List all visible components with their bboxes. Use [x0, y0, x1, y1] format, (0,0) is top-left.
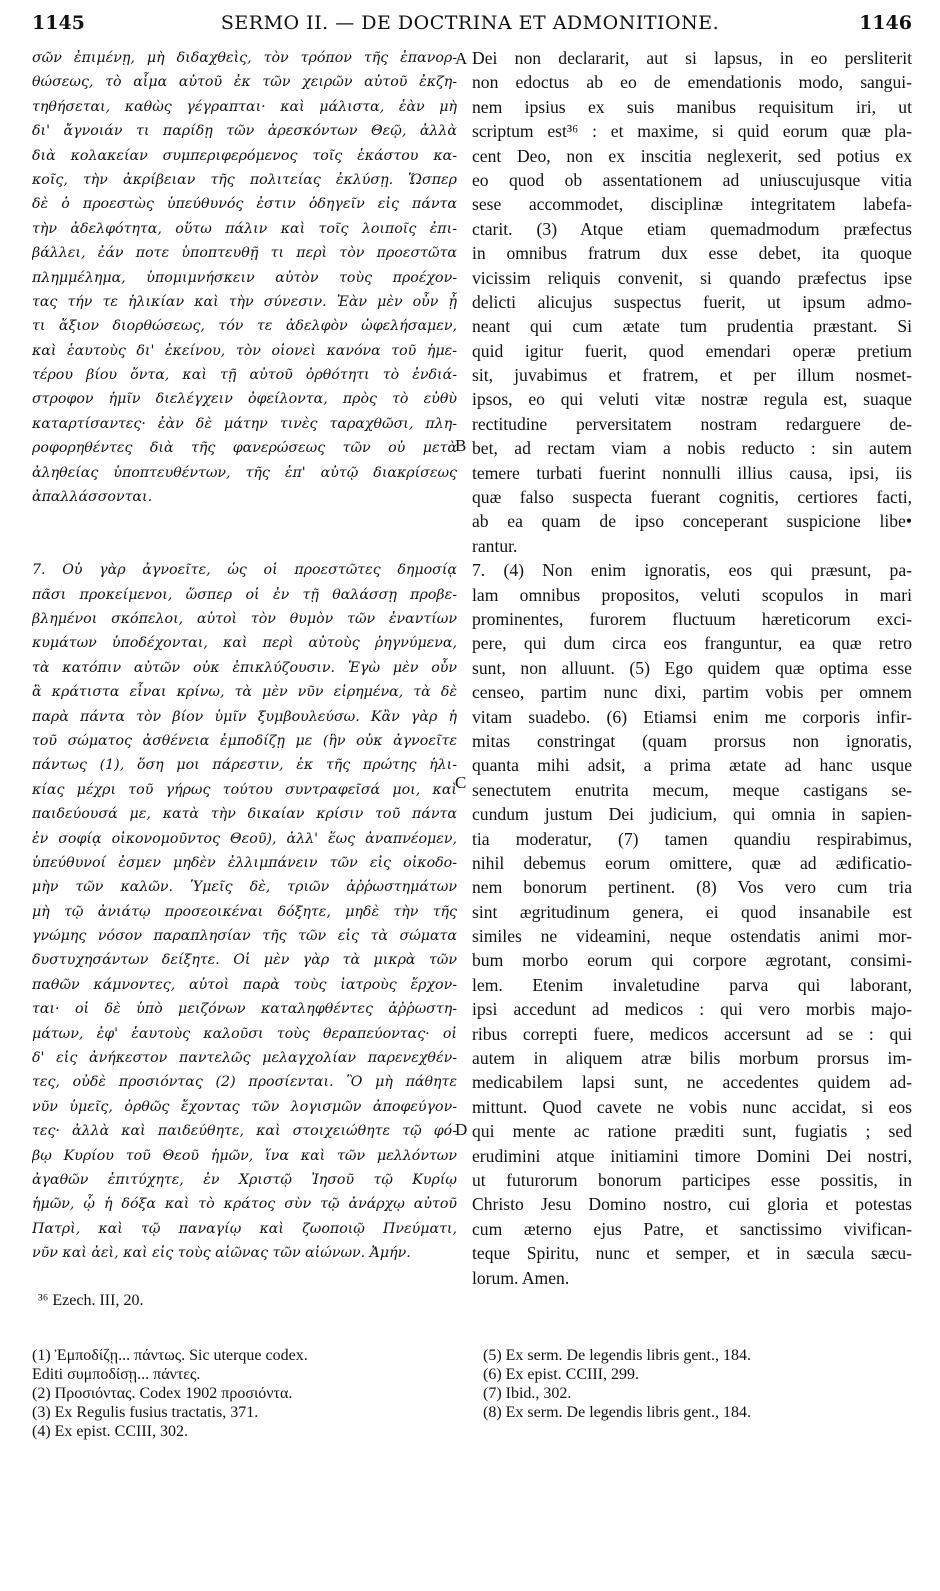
greek-text-line: ἀγαθῶν ἐπιτύχητε, ἐν Χριστῷ Ἰησοῦ τῷ Κυρίῳ: [32, 1171, 457, 1188]
latin-text-line: ctarit. (3) Atque etiam quemadmodum præfectus: [472, 218, 912, 239]
latin-text-line: nem ipsius ex suis manibus requisitum iri, ut: [472, 96, 912, 117]
running-title: SERMO II. — DE DOCTRINA ET ADMONITIONE.: [220, 12, 720, 34]
notes-left: [32, 1346, 442, 1441]
latin-text-line: vitam suadebo. (6) Etiamsi enim me corporis infir-: [472, 706, 912, 727]
latin-text-line: 7. (4) Non enim ignoratis, eos qui præsunt, pa-: [472, 560, 912, 581]
footnote-line: (1) Ἐμποδίζῃ... πάντως. Sic uterque codex.: [32, 1347, 308, 1364]
latin-text-line: quid igitur fuerit, quod emendari operæ pretium: [472, 340, 912, 361]
greek-text-line: 7. Οὐ γὰρ ἀγνοεῖτε, ὡς οἱ προεστῶτες δημοσίᾳ: [32, 562, 457, 579]
greek-text-line: τες, οὐδὲ προσιόντας (2) προσίενται. Ὃ μὴ πάθητε: [32, 1074, 457, 1091]
greek-text-line: τοῦ σώματος ἀσθένεια ἐμποδίζῃ με (ἣν οὐκ ἀγνοεῖτε: [32, 732, 457, 749]
latin-text-line: senectutem enutrita mecum, meque castigans se-: [472, 779, 912, 800]
greek-text-line: νῦν ὑμεῖς, ὀρθῶς ἔχοντας τῶν λογισμῶν ἀποφεύγον-: [32, 1098, 457, 1115]
latin-text-line: ut futurorum bonorum participes esse possitis, in: [472, 1169, 912, 1190]
latin-text-line: lem. Etenim invaletudine parva qui laborant,: [472, 974, 912, 995]
greek-text-line: παθῶν κάμνοντες, αὐτοὶ παρὰ τοὺς ἰατροὺς ἔρχον-: [32, 976, 457, 993]
latin-text-line: scriptum est³⁶ : et maxime, si quid eorum quæ pla-: [472, 121, 912, 142]
latin-text-line: bet, ad rectam viam a nobis reducto : sin autem: [472, 438, 912, 459]
greek-text-line: δι' ἄγνοιάν τι παρίδῃ τῶν ἀρεσκόντων Θεῷ, ἀλλὰ: [32, 123, 457, 140]
running-header: [0, 8, 940, 38]
greek-text-line: τὴν ἀδελφότητα, οὕτω πάλιν καὶ τοῖς λοιποῖς ἐπι-: [32, 220, 457, 237]
latin-text-line: teque Spiritu, nunc et semper, et in sæcula sæcu-: [472, 1243, 912, 1264]
footnote-line: (5) Ex serm. De legendis libris gent., 184.: [483, 1347, 751, 1364]
latin-text-line: lorum. Amen.: [472, 1267, 570, 1288]
greek-column: [32, 46, 457, 1266]
footnote-line: (4) Ex epist. CCIII, 302.: [32, 1423, 188, 1440]
greek-text-line: βῳ Κυρίου τοῦ Θεοῦ ἡμῶν, ἵνα καὶ τῶν μελλόντων: [32, 1147, 457, 1164]
greek-text-line: νῦν καὶ ἀεὶ, καὶ εἰς τοὺς αἰῶνας τῶν αἰώνων. Ἀμήν.: [32, 1245, 411, 1262]
greek-text-line: ἃ κράτιστα εἶναι κρίνω, τὰ μὲν νῦν εἰρημένα, τὰ δὲ: [32, 684, 457, 701]
margin-marker-b: B: [455, 436, 467, 455]
latin-text-line: ipsi accedunt ad medicos : qui vero morbis majo-: [472, 999, 912, 1020]
latin-text-line: cum æterno ejus Patre, et sanctissimo vivifican-: [472, 1218, 912, 1239]
greek-text-line: σῶν ἐπιμένῃ, μὴ διδαχθεὶς, τὸν τρόπον τῆς ἐπανορ-: [32, 50, 457, 66]
greek-text-line: μάτων, ἐφ' ἑαυτοὺς καλοῦσι τοὺς θεραπεύοντας· οἱ: [32, 1025, 457, 1042]
latin-text-line: ab ea quam de ipso conceperant suspicione libe•: [472, 511, 912, 532]
latin-text-line: censeo, partim nunc dixi, partim vobis per omnem: [472, 682, 912, 703]
greek-text-line: τες· ἀλλὰ καὶ παιδεύθητε, καὶ στοιχειώθητε τῷ φό-: [32, 1123, 457, 1140]
greek-text-line: ἡμῶν, ᾧ ἡ δόξα καὶ τὸ κράτος σὺν τῷ ἀνάρχῳ αὐτοῦ: [32, 1196, 457, 1213]
latin-text-line: cundum justum Dei judicium, qui omnia in sapien-: [472, 804, 912, 825]
footnote-line: (8) Ex serm. De legendis libris gent., 184.: [483, 1404, 751, 1421]
latin-text-line: similes ne videamini, neque ostendatis animi mor-: [472, 926, 912, 947]
margin-marker-d: D: [455, 1120, 468, 1139]
margin-marker-c: C: [455, 773, 467, 792]
latin-text-line: sint ægritudinum genera, ei quod insanabile est: [472, 901, 912, 922]
greek-text-line: μὴν τῶν καλῶν. Ὑμεῖς δὲ, τριῶν ἀῤῥωστημάτων: [32, 879, 457, 896]
latin-text-line: eo quod ob assentationem ad uniuscujusque vitia: [472, 169, 912, 190]
latin-text-line: non edoctus ab eo de emendationis modo, sangui-: [472, 72, 912, 93]
latin-text-line: lam omnibus propositos, veluti scopulos in mari: [472, 584, 912, 605]
greek-text-line: δυστυχησάντων δείξητε. Οἱ μὲν γὰρ τὰ μικρὰ τῶν: [32, 952, 457, 969]
greek-text-line: πλημμέλημα, ὑπομιμνήσκειν αὐτὸν τοὺς προέχον-: [32, 269, 457, 286]
paragraph-gap: [32, 509, 457, 533]
greek-text-line: καταρτίσαντες· ἐὰν δὲ μάτην τινὲς ταραχθῶσι, πλη-: [32, 415, 457, 432]
margin-marker-a: A: [455, 49, 468, 68]
latin-text-line: neant qui cum ætate tum prudentia præstant. Si: [472, 316, 912, 337]
footnote-line: (3) Ex Regulis fusius tractatis, 371.: [32, 1404, 259, 1421]
latin-text-line: quanta mihi adsit, a prima ætate ad hanc usque: [472, 755, 912, 776]
latin-text-line: mitas constringat (quam prorsus non ignoratis,: [472, 730, 912, 751]
latin-text-line: ribus correpti fuere, medicos accersunt ad se : qui: [472, 1023, 912, 1044]
greek-text-line: γνώμης νόσον παραπλησίαν τῆς τῶν εἰς τὰ σώματα: [32, 928, 457, 945]
greek-text-line: στροφον ἡμῖν διελέγχειν ὀφείλοντα, πρὸς τὸ εὐθὺ: [32, 391, 457, 408]
greek-text-line: ἀληθείας ὑποπτευθέντων, τῆς ἐπ' αὐτῷ διακρίσεως: [32, 464, 457, 481]
latin-text-line: Dei non declararit, aut si lapsus, in eo persliterit: [472, 48, 912, 68]
latin-text-line: ipsos, eo qui veluti vitæ nostræ regula est, suaque: [472, 389, 912, 410]
greek-text-line: δ' εἰς ἀνήκεστον παντελῶς μελαγχολίαν παρενεχθέν-: [32, 1050, 457, 1067]
greek-text-line: διὰ κολακείαν συμπεριφερόμενος τοῖς ἑκάστου κα-: [32, 147, 457, 164]
latin-text-line: prominentes, furorem fluctuum hæreticorum exci-: [472, 608, 912, 629]
latin-text-line: tia moderatur, (7) tamen quandiu respirabimus,: [472, 828, 912, 849]
latin-column: [472, 46, 912, 1290]
greek-text-line: κίας μέχρι τοῦ γήρως τούτου συντραφεῖσά μοι, καὶ: [32, 781, 457, 798]
greek-text-line: παρὰ πάντα τὸν βίον ὑμῖν ξυμβουλεύσω. Κἂν γὰρ ἡ: [32, 708, 457, 725]
latin-text-line: medicabilem lapsi sunt, ne accedentes quidem ad-: [472, 1072, 912, 1093]
page-number-left: 1145: [32, 12, 85, 34]
greek-text-line: πάντως (1), ὅση μοι πάρεστιν, ἐκ τῆς πρώτης ἡλι-: [32, 757, 457, 774]
greek-text-line: ὑπεύθυνοί ἐσμεν μηδὲν ἐλλιμπάνειν τῶν εἰς οἰκοδο-: [32, 854, 457, 871]
latin-text-line: rectitudine perversitatem nostram redarguere de-: [472, 413, 912, 434]
scripture-footnote: ³⁶ Ezech. III, 20.: [38, 1292, 144, 1309]
greek-text-line: παιδεύουσά με, κατὰ τὴν δικαίαν κρίσιν τοῦ πάντα: [32, 806, 457, 823]
latin-text-line: pere, qui dum circa eos franguntur, ea quæ retro: [472, 633, 912, 654]
greek-text-line: δὲ ὁ προεστὼς ὑπεύθυνός ἐστιν ὁδηγεῖν εἰς πάντα: [32, 196, 457, 213]
latin-text-line: sit, juvabimus et fratrem, et per illum nosmet-: [472, 365, 912, 386]
latin-text-line: cent Deo, non ex inscitia neglexerit, sed potius ex: [472, 145, 912, 166]
greek-text-line: ροφορηθέντες διὰ τῆς φανερώσεως τῶν οὐ μετὰ: [32, 440, 457, 457]
greek-text-line: ἐν σοφίᾳ οἰκονομοῦντος Θεοῦ), ἀλλ' ἕως ἀναπνέομεν,: [32, 830, 457, 847]
greek-text-line: κυμάτων ὑποδέχονται, καὶ περὶ αὐτοὺς ῥηγνύμενα,: [32, 635, 457, 652]
greek-text-line: τι ἄξιον διορθώσεως, τόν τε ἀδελφὸν ὠφελήσαμεν,: [32, 318, 457, 335]
latin-text-line: sunt, non alluunt. (5) Ego quidem quæ optima esse: [472, 657, 912, 678]
greek-text-line: τέρου βίου ὄντα, καὶ τῇ αὐτοῦ ὀρθότητι τὸ ἐνδιά-: [32, 367, 457, 384]
greek-text-line: τὰ κατόπιν αὐτῶν οὐκ ἐπικλύζουσιν. Ἐγὼ μὲν οὖν: [32, 659, 457, 676]
footnote-line: (2) Προσιόντας. Codex 1902 προσιόντα.: [32, 1385, 293, 1402]
greek-text-line: ται· οἱ δὲ ὑπὸ μειζόνων καταληφθέντες ἀῤῥωστη-: [32, 1001, 457, 1018]
latin-text-line: temere turbati fuerint nonnulli illius causa, ipsi, iis: [472, 462, 912, 483]
latin-text-line: erudimini atque initiamini timore Domini Dei nostri,: [472, 1145, 912, 1166]
latin-text-line: vicissim reliquis convenit, si quando præfectus ipse: [472, 267, 912, 288]
greek-text-line: πᾶσι προκείμενοι, ὥσπερ οἱ ἐν τῇ θαλάσσῃ προβε-: [32, 586, 457, 603]
latin-text-line: Christo Jesu Domino nostro, cui gloria et potestas: [472, 1194, 912, 1215]
page-number-right: 1146: [859, 12, 912, 34]
latin-text-line: delicti alicujus suspectus fuerit, ut ipsum admo-: [472, 291, 912, 312]
footnote-line: Editi συμποδίσῃ... πάντες.: [32, 1366, 201, 1383]
latin-text-line: bum morbo eorum qui corpore ægrotant, consimi-: [472, 950, 912, 971]
greek-text-line: θώσεως, τὸ αἷμα αὐτοῦ ἐκ τῶν χειρῶν αὐτοῦ ἐκζη-: [32, 74, 457, 91]
latin-text-line: in omnibus fratrum dux esse debet, ita quoque: [472, 243, 912, 264]
latin-text-line: rantur.: [472, 535, 518, 556]
greek-text-line: μὴ τῷ ἀνιάτῳ προσεοικέναι δόξητε, μηδὲ τὴν τῆς: [32, 903, 457, 920]
greek-text-line: τας τήν τε ἡλικίαν καὶ τὴν σύνεσιν. Ἐὰν μὲν οὖν ᾖ: [32, 293, 457, 310]
greek-text-line: βλημένοι σκόπελοι, αὐτοὶ τὸν θυμὸν τῶν ἐναντίων: [32, 610, 457, 627]
latin-text-line: nem bonorum pertinent. (8) Vos vero cum tria: [472, 877, 912, 898]
greek-text-line: Πατρὶ, καὶ τῷ παναγίῳ καὶ ζωοποιῷ Πνεύματι,: [32, 1220, 457, 1237]
notes-right: [483, 1346, 903, 1422]
latin-text-line: autem in aliquem atræ bilis morbum prorsus im-: [472, 1048, 912, 1069]
latin-text-line: sese accommodet, disciplinæ integritatem labefa-: [472, 194, 912, 215]
greek-text-line: τηθήσεται, καθὼς γέγραπται· καὶ μάλιστα, ἐὰν μὴ: [32, 98, 457, 115]
footnote-line: (6) Ex epist. CCIII, 299.: [483, 1366, 639, 1383]
latin-text-line: nihil debemus eorum omittere, quæ ad ædificatio-: [472, 852, 912, 873]
latin-text-line: quæ falso suspecta fuerant cognitis, certiores facti,: [472, 487, 912, 508]
greek-text-line: βάλλει, ἐάν ποτε ὑποπτευθῇ τι περὶ τὸν προεστῶτα: [32, 245, 457, 262]
latin-text-line: mittunt. Quod cavete ne vobis nunc accidat, si eos: [472, 1096, 912, 1117]
footnote-line: (7) Ibid., 302.: [483, 1385, 572, 1402]
paragraph-gap: [32, 534, 457, 558]
greek-text-line: καὶ ἑαυτοὺς δι' ἐκείνου, τὸν οἱονεὶ κανόνα τοῦ ἡμε-: [32, 342, 457, 359]
greek-text-line: κοῖς, τὴν ἀκρίβειαν τῆς πολιτείας ἐκλύσῃ. Ὥσπερ: [32, 171, 457, 188]
greek-text-line: ἀπαλλάσσονται.: [32, 489, 153, 506]
latin-text-line: qui mente ac ratione præditi sunt, fugiatis ; sed: [472, 1121, 912, 1142]
